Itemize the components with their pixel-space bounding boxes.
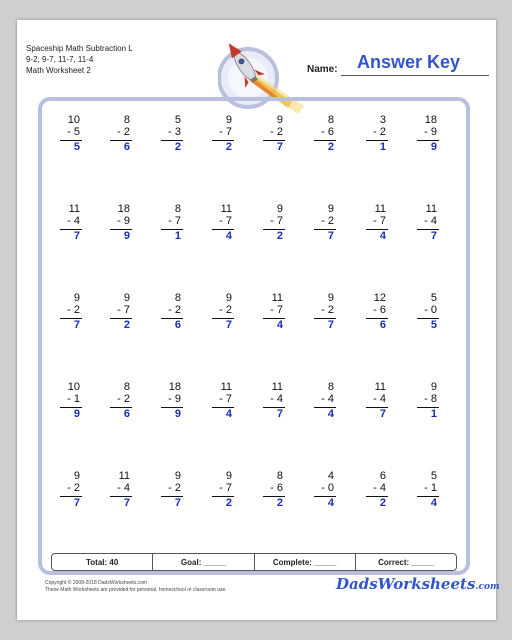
subtrahend: - 9 xyxy=(168,393,181,405)
subtrahend: - 2 xyxy=(67,482,80,494)
minuend: 8 xyxy=(174,203,181,215)
subtrahend: - 7 xyxy=(219,482,232,494)
subtrahend: - 3 xyxy=(168,126,181,138)
minuend: 9 xyxy=(225,470,232,482)
answer: 1 xyxy=(379,141,386,153)
minuend: 8 xyxy=(276,470,283,482)
subtrahend: - 1 xyxy=(67,393,80,405)
answer: 7 xyxy=(73,319,80,331)
minuend: 9 xyxy=(123,292,130,304)
minuend: 11 xyxy=(68,203,80,215)
subtraction-problem xyxy=(153,381,187,427)
minuend: 8 xyxy=(327,381,334,393)
answer: 2 xyxy=(327,141,334,153)
minuend: 8 xyxy=(123,381,130,393)
subtraction-problem xyxy=(102,470,136,516)
name-label: Name: xyxy=(307,64,338,75)
minuend: 11 xyxy=(118,470,130,482)
answer: 7 xyxy=(276,141,283,153)
subtraction-problem xyxy=(409,470,443,516)
subtrahend: - 7 xyxy=(219,215,232,227)
answer-key-heading: Answer Key xyxy=(357,52,461,72)
subtrahend: - 0 xyxy=(424,304,437,316)
minuend: 8 xyxy=(327,114,334,126)
minuend: 10 xyxy=(67,381,80,393)
answer: 9 xyxy=(174,408,181,420)
subtrahend: - 2 xyxy=(270,126,283,138)
subtraction-problem xyxy=(409,292,443,338)
minuend: 6 xyxy=(379,470,386,482)
answer: 4 xyxy=(225,230,232,242)
answer: 6 xyxy=(123,141,130,153)
problem-row xyxy=(52,203,464,249)
subtrahend: - 8 xyxy=(424,393,437,405)
problem-row xyxy=(52,470,464,516)
subtraction-problem xyxy=(102,292,136,338)
answer: 9 xyxy=(123,230,130,242)
minuend: 11 xyxy=(425,203,437,215)
subtraction-problem xyxy=(52,114,86,160)
subtraction-problem xyxy=(358,381,392,427)
answer: 7 xyxy=(73,497,80,509)
minuend: 9 xyxy=(73,470,80,482)
minuend: 9 xyxy=(73,292,80,304)
answer: 2 xyxy=(123,319,130,331)
subtrahend: - 6 xyxy=(321,126,334,138)
answer: 4 xyxy=(327,497,334,509)
answer: 7 xyxy=(379,408,386,420)
subtraction-problem xyxy=(204,203,238,249)
answer: 6 xyxy=(379,319,386,331)
subtrahend: - 6 xyxy=(270,482,283,494)
subtraction-problem xyxy=(306,203,340,249)
subtraction-problem xyxy=(153,114,187,160)
worksheet-number: Math Worksheet 2 xyxy=(26,66,91,75)
minuend: 11 xyxy=(374,381,386,393)
minuend: 18 xyxy=(168,381,181,393)
minuend: 10 xyxy=(67,114,80,126)
worksheet-subtitle: 9-2, 9-7, 11-7, 11-4 xyxy=(26,55,94,64)
minuend: 8 xyxy=(123,114,130,126)
correct-cell: Correct: _____ xyxy=(378,557,434,567)
subtraction-problem xyxy=(409,203,443,249)
answer: 7 xyxy=(430,230,437,242)
subtraction-problem xyxy=(204,470,238,516)
answer: 9 xyxy=(73,408,80,420)
minuend: 9 xyxy=(225,292,232,304)
subtraction-problem xyxy=(255,114,289,160)
subtraction-problem xyxy=(204,114,238,160)
subtraction-problem xyxy=(358,114,392,160)
minuend: 9 xyxy=(327,203,334,215)
subtrahend: - 7 xyxy=(270,304,283,316)
minuend: 11 xyxy=(374,203,386,215)
answer: 2 xyxy=(379,497,386,509)
subtraction-problem xyxy=(255,381,289,427)
subtraction-problem xyxy=(102,114,136,160)
subtraction-problem xyxy=(153,292,187,338)
subtraction-problem xyxy=(306,381,340,427)
subtrahend: - 4 xyxy=(373,393,386,405)
subtraction-problem xyxy=(52,292,86,338)
answer: 5 xyxy=(430,319,437,331)
answer: 4 xyxy=(225,408,232,420)
subtraction-problem xyxy=(52,203,86,249)
subtrahend: - 2 xyxy=(321,215,334,227)
dadsworksheets-logo xyxy=(336,575,500,593)
answer: 4 xyxy=(430,497,437,509)
answer: 4 xyxy=(276,319,283,331)
subtrahend: - 2 xyxy=(67,304,80,316)
subtraction-problem xyxy=(102,381,136,427)
subtrahend: - 7 xyxy=(219,393,232,405)
subtraction-problem xyxy=(358,470,392,516)
complete-cell: Complete: _____ xyxy=(255,554,356,570)
subtrahend: - 0 xyxy=(321,482,334,494)
subtrahend: - 2 xyxy=(168,482,181,494)
minuend: 5 xyxy=(174,114,181,126)
copyright-notice xyxy=(45,580,227,594)
problem-row xyxy=(52,292,464,338)
subtrahend: - 4 xyxy=(270,393,283,405)
subtraction-problem xyxy=(306,114,340,160)
minuend: 11 xyxy=(271,381,283,393)
answer: 7 xyxy=(123,497,130,509)
minuend: 5 xyxy=(430,470,437,482)
answer: 7 xyxy=(73,230,80,242)
subtraction-problem xyxy=(153,203,187,249)
name-line xyxy=(341,75,489,76)
answer: 7 xyxy=(174,497,181,509)
answer: 7 xyxy=(276,408,283,420)
subtraction-problem xyxy=(153,470,187,516)
subtrahend: - 2 xyxy=(219,304,232,316)
subtrahend: - 7 xyxy=(373,215,386,227)
subtrahend: - 7 xyxy=(219,126,232,138)
subtrahend: - 2 xyxy=(373,126,386,138)
subtraction-problem xyxy=(255,203,289,249)
logo-text: DadsWorksheets xyxy=(336,575,476,593)
minuend: 9 xyxy=(174,470,181,482)
subtraction-problem xyxy=(52,470,86,516)
answer: 5 xyxy=(73,141,80,153)
answer: 2 xyxy=(225,497,232,509)
answer: 6 xyxy=(123,408,130,420)
score-footer xyxy=(51,553,457,571)
name-area xyxy=(305,52,490,78)
minuend: 11 xyxy=(271,292,283,304)
answer: 2 xyxy=(276,497,283,509)
minuend: 3 xyxy=(379,114,386,126)
answer: 9 xyxy=(430,141,437,153)
answer: 4 xyxy=(327,408,334,420)
minuend: 12 xyxy=(373,292,386,304)
minuend: 9 xyxy=(225,114,232,126)
subtrahend: - 4 xyxy=(373,482,386,494)
subtraction-problem xyxy=(255,470,289,516)
subtrahend: - 4 xyxy=(67,215,80,227)
answer: 2 xyxy=(174,141,181,153)
answer: 7 xyxy=(327,319,334,331)
minuend: 18 xyxy=(117,203,130,215)
subtraction-problem xyxy=(409,114,443,160)
minuend: 9 xyxy=(276,203,283,215)
answer: 1 xyxy=(430,408,437,420)
minuend: 18 xyxy=(424,114,437,126)
subtraction-problem xyxy=(409,381,443,427)
answer: 2 xyxy=(276,230,283,242)
subtrahend: - 2 xyxy=(321,304,334,316)
minuend: 11 xyxy=(220,381,232,393)
subtraction-problem xyxy=(204,292,238,338)
subtraction-problem xyxy=(102,203,136,249)
subtrahend: - 4 xyxy=(117,482,130,494)
subtrahend: - 6 xyxy=(373,304,386,316)
problem-row xyxy=(52,381,464,427)
subtrahend: - 4 xyxy=(321,393,334,405)
answer: 4 xyxy=(379,230,386,242)
worksheet-title: Spaceship Math Subtraction L xyxy=(26,44,133,53)
minuend: 9 xyxy=(430,381,437,393)
subtraction-problem xyxy=(306,292,340,338)
subtraction-problem xyxy=(204,381,238,427)
answer: 2 xyxy=(225,141,232,153)
answer: 1 xyxy=(174,230,181,242)
answer: 7 xyxy=(225,319,232,331)
subtrahend: - 7 xyxy=(270,215,283,227)
minuend: 4 xyxy=(327,470,334,482)
subtrahend: - 9 xyxy=(424,126,437,138)
usage-line: These Math Worksheets are provided for personal, homeschool or classroom use. xyxy=(45,587,227,593)
problem-row xyxy=(52,114,464,160)
subtraction-problem xyxy=(306,470,340,516)
subtraction-problem xyxy=(52,381,86,427)
logo-suffix: .com xyxy=(475,582,500,592)
subtrahend: - 9 xyxy=(117,215,130,227)
minuend: 5 xyxy=(430,292,437,304)
minuend: 11 xyxy=(220,203,232,215)
minuend: 9 xyxy=(276,114,283,126)
subtrahend: - 5 xyxy=(67,126,80,138)
total-cell: Total: 40 xyxy=(52,554,153,570)
subtraction-problem xyxy=(255,292,289,338)
subtraction-problem xyxy=(358,203,392,249)
subtrahend: - 2 xyxy=(117,126,130,138)
worksheet-title-block xyxy=(26,43,133,76)
subtrahend: - 1 xyxy=(424,482,437,494)
goal-cell: Goal: _____ xyxy=(153,554,254,570)
copyright-line: Copyright © 2008-2018 DadsWorksheets.com xyxy=(45,580,147,586)
subtraction-problem xyxy=(358,292,392,338)
minuend: 8 xyxy=(174,292,181,304)
minuend: 9 xyxy=(327,292,334,304)
subtrahend: - 7 xyxy=(168,215,181,227)
subtrahend: - 7 xyxy=(117,304,130,316)
answer: 7 xyxy=(327,230,334,242)
answer: 6 xyxy=(174,319,181,331)
subtrahend: - 2 xyxy=(117,393,130,405)
subtrahend: - 4 xyxy=(424,215,437,227)
subtrahend: - 2 xyxy=(168,304,181,316)
